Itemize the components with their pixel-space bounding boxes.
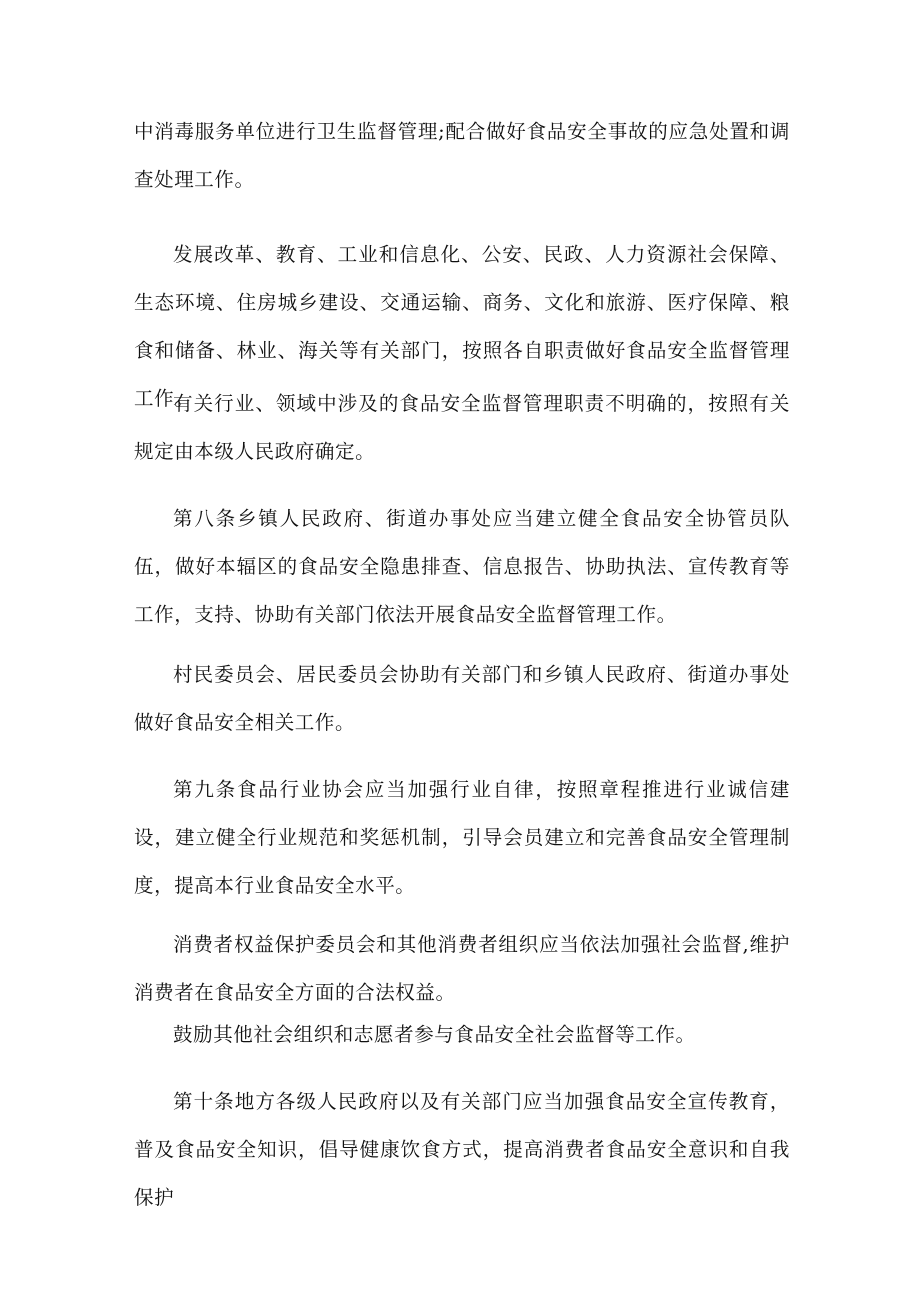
paragraph-6: 第九条食品行业协会应当加强行业自律，按照章程推进行业诚信建设，建立健全行业规范和奖惩机制，引导会员建立和完善食品安全管理制度，提高本行业食品安全水平。: [134, 778, 790, 897]
paragraph-1: 中消毒服务单位进行卫生监督管理;配合做好食品安全事故的应急处置和调查处理工作。: [134, 120, 790, 191]
paragraph-9: 第十条地方各级人民政府以及有关部门应当加强食品安全宣传教育，普及食品安全知识，倡导健康饮食方式，提高消费者食品安全意识和自我保护: [134, 1090, 790, 1209]
paragraph-4: 第八条乡镇人民政府、街道办事处应当建立健全食品安全协管员队伍，做好本辐区的食品安全隐患排查、信息报告、协助执法、宣传教育等工作，支持、协助有关部门依法开展食品安全监督管理工作。: [134, 507, 790, 626]
paragraph-8: 鼓励其他社会组织和志愿者参与食品安全社会监督等工作。: [173, 1023, 696, 1046]
paragraph-7: 消费者权益保护委员会和其他消费者组织应当依法加强社会监督,维护消费者在食品安全方面的合法权益。: [134, 933, 790, 1004]
paragraph-5: 村民委员会、居民委员会协助有关部门和乡镇人民政府、街道办事处做好食品安全相关工作。: [134, 663, 790, 734]
paragraph-2: 发展改革、教育、工业和信息化、公安、民政、人力资源社会保障、生态环境、住房城乡建设、交通运输、商务、文化和旅游、医疗保障、粮食和储备、林业、海关等有关部门，按照各自职责做好食品安全监督管理工作。: [134, 243, 790, 410]
paragraph-3: 有关行业、领域中涉及的食品安全监督管理职责不明确的，按照有关规定由本级人民政府确定。: [134, 392, 790, 463]
